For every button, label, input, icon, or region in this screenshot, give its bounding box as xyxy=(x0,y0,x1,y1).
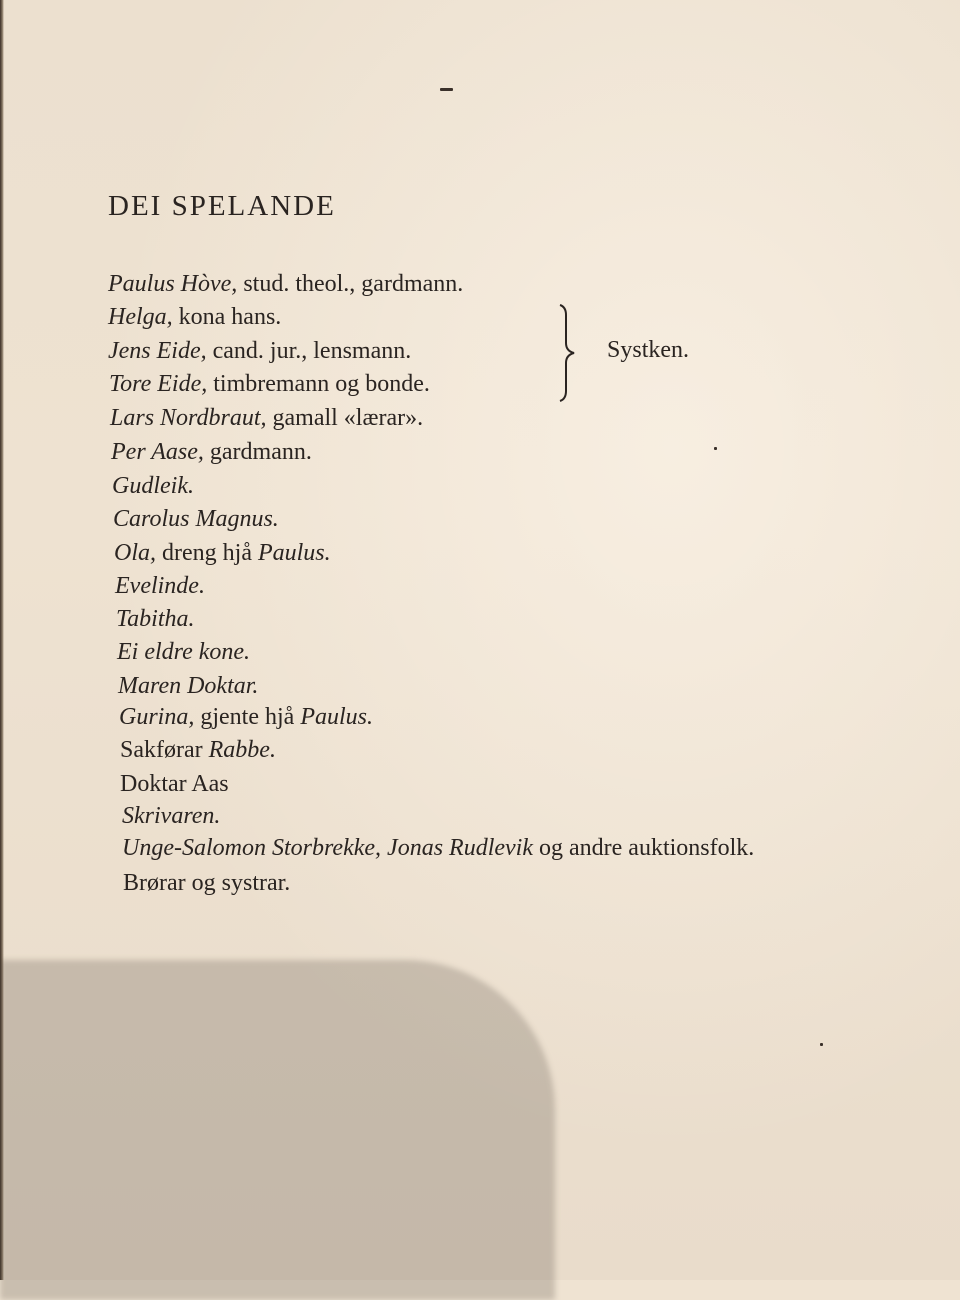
cast-entry xyxy=(122,802,220,830)
cast-name: Unge-Salomon Storbrekke, Jonas Rudlevik xyxy=(122,835,533,861)
right-brace xyxy=(558,303,578,403)
cast-description: cand. jur., lensmann. xyxy=(206,338,412,364)
cast-name: Maren Doktar. xyxy=(118,673,259,699)
cast-name: Tabitha. xyxy=(116,606,195,632)
hand-shadow xyxy=(0,960,555,1300)
cast-entry xyxy=(112,472,194,500)
cast-entry xyxy=(110,404,423,432)
cast-entry xyxy=(120,736,276,764)
cast-name: Rabbe. xyxy=(208,737,276,763)
cast-entry xyxy=(108,337,411,365)
cast-entry xyxy=(114,539,331,567)
cast-name: Carolus Magnus. xyxy=(113,506,279,532)
cast-name: Paulus Hòve, xyxy=(108,271,238,297)
cast-name: Evelinde. xyxy=(115,573,205,599)
cast-entry xyxy=(116,605,194,633)
cast-name: Gudleik. xyxy=(112,473,194,499)
cast-entry xyxy=(108,303,281,331)
cast-name: Jens Eide, xyxy=(108,338,207,364)
cast-prefix: Sakførar xyxy=(120,737,209,763)
cast-description: kona hans. xyxy=(172,304,282,330)
cast-entry xyxy=(118,672,258,700)
cast-name: Ola, xyxy=(114,540,156,566)
cast-description: dreng hjå xyxy=(156,540,258,566)
cast-description: timbremann og bonde. xyxy=(207,371,430,397)
cast-reference: Paulus. xyxy=(300,704,373,730)
cast-name: Per Aase, xyxy=(111,439,204,465)
cast-entry xyxy=(117,638,250,666)
ink-speck xyxy=(714,447,717,450)
cast-description: og andre auktionsfolk. xyxy=(533,835,755,861)
cast-description: gamall «lærar». xyxy=(266,405,424,431)
cast-prefix: Doktar Aas xyxy=(120,771,229,797)
page-title: DEI SPELANDE xyxy=(108,190,336,222)
cast-entry xyxy=(119,703,373,731)
cast-entry xyxy=(120,770,229,798)
cast-entry xyxy=(115,572,205,600)
ink-mark xyxy=(440,88,453,91)
cast-name: Tore Eide, xyxy=(109,371,208,397)
cast-name: Gurina, xyxy=(119,704,195,730)
cast-entry xyxy=(123,869,290,897)
cast-name: Helga, xyxy=(108,304,173,330)
ink-speck xyxy=(820,1043,823,1046)
cast-name: Ei eldre kone. xyxy=(117,639,251,665)
cast-prefix: Brørar og systrar. xyxy=(123,870,291,896)
siblings-label: Systken. xyxy=(607,337,690,363)
cast-name: Lars Nordbraut, xyxy=(110,405,267,431)
cast-entry xyxy=(108,270,463,298)
cast-name: Skrivaren. xyxy=(122,803,221,829)
cast-description: stud. theol., gardmann. xyxy=(237,271,464,297)
cast-entry xyxy=(122,834,754,862)
cast-description: gardmann. xyxy=(203,439,312,465)
cast-entry xyxy=(113,505,279,533)
cast-description: gjente hjå xyxy=(194,704,301,730)
cast-entry xyxy=(111,438,312,466)
cast-entry xyxy=(109,370,430,398)
cast-reference: Paulus. xyxy=(257,540,331,566)
